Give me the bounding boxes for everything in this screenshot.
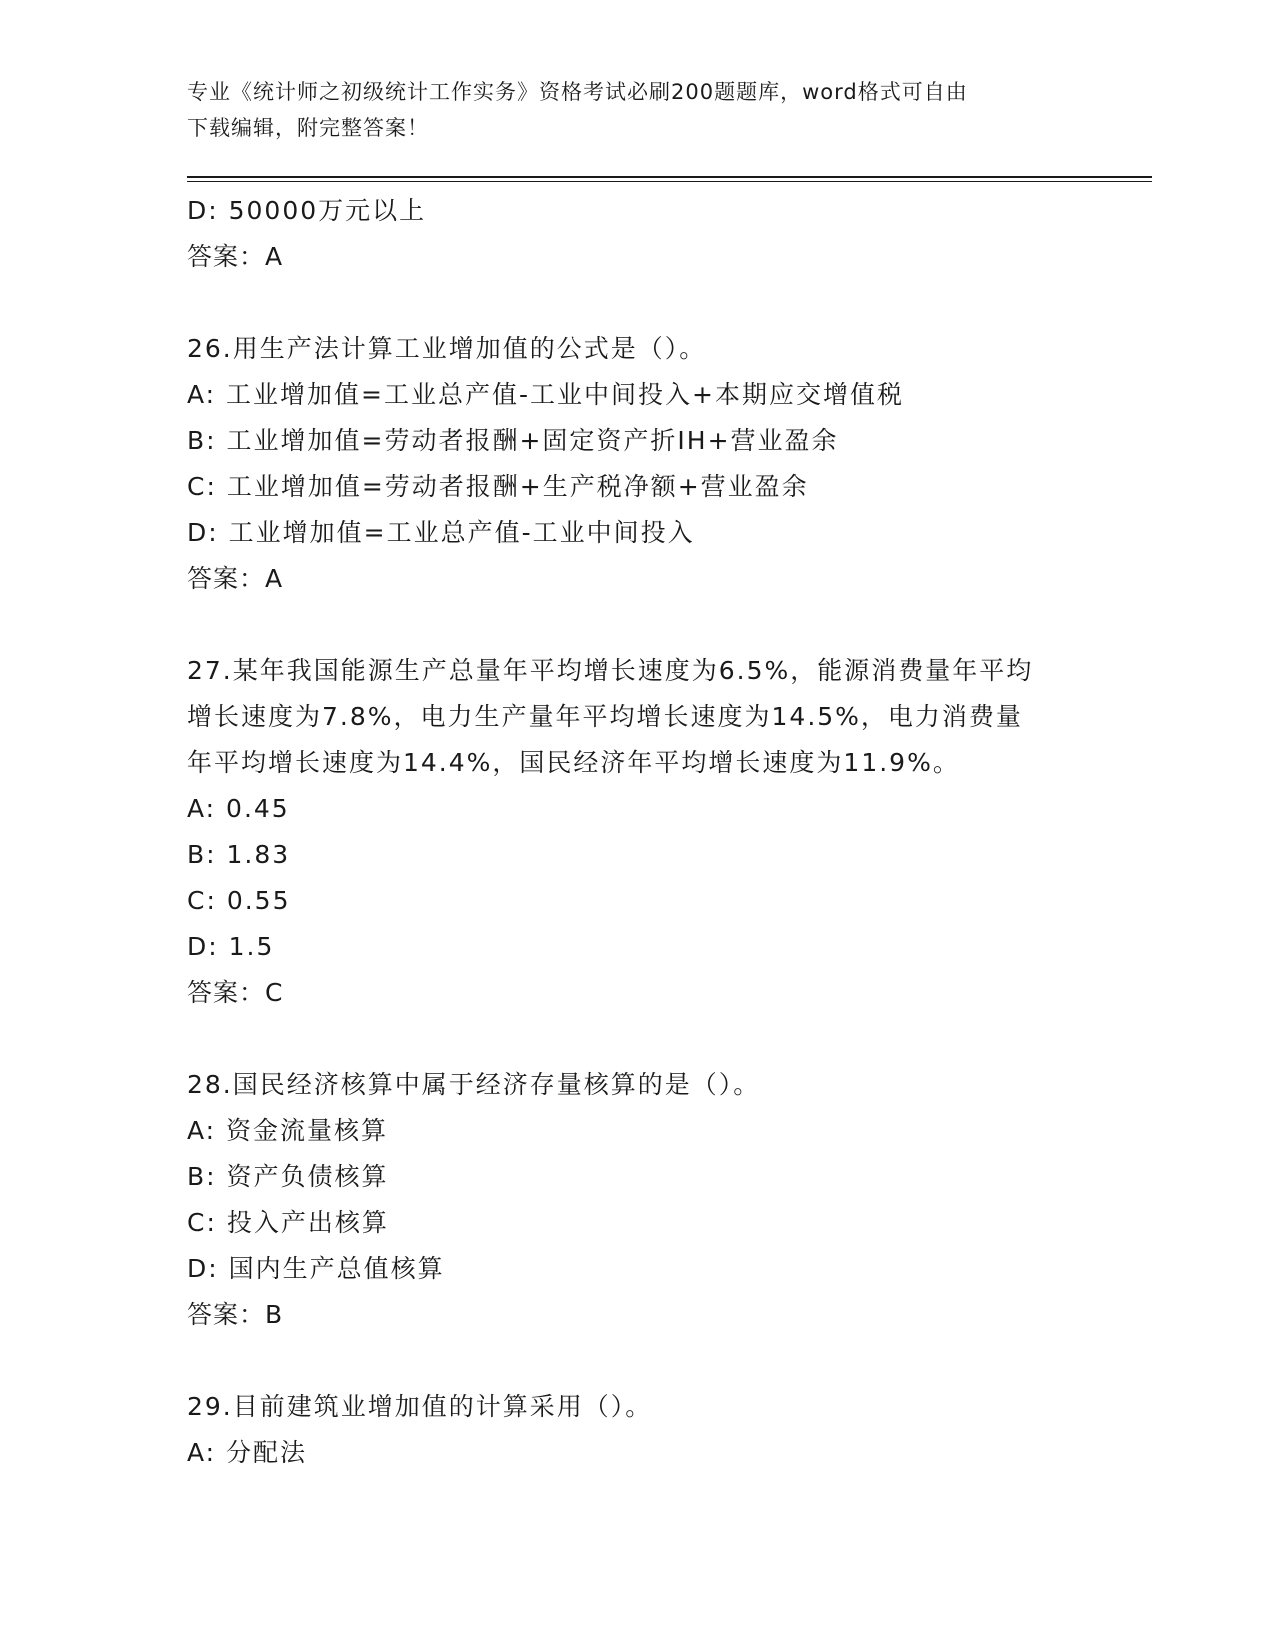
option-a: A: 0.45: [187, 794, 290, 823]
option-b: B: 资产负债核算: [187, 1162, 389, 1191]
spacer: [187, 602, 1127, 648]
question-list: [187, 188, 1127, 1476]
option-a: A: 工业增加值=工业总产值-工业中间投入+本期应交增值税: [187, 380, 904, 409]
answer-line: 答案：B: [187, 1300, 284, 1329]
header-line-2: 下载编辑，附完整答案！: [187, 116, 429, 140]
header-divider: [187, 176, 1152, 178]
option-d: D: 工业增加值=工业总产值-工业中间投入: [187, 518, 695, 547]
option-a: A: 资金流量核算: [187, 1116, 389, 1145]
document-header: [187, 74, 1087, 146]
answer-line: 答案：A: [187, 242, 284, 271]
header-divider-thin: [187, 181, 1152, 182]
option-b: B: 工业增加值=劳动者报酬+固定资产折IH+营业盈余: [187, 426, 839, 455]
question-block-29: [187, 1384, 1127, 1476]
question-block-25: [187, 188, 1127, 280]
answer-line: 答案：A: [187, 564, 284, 593]
option-d: D: 50000万元以上: [187, 196, 427, 225]
question-text-line-1: 27.某年我国能源生产总量年平均增长速度为6.5%，能源消费量年平均: [187, 656, 1034, 685]
option-c: C: 0.55: [187, 886, 291, 915]
question-text-line-3: 年平均增长速度为14.4%，国民经济年平均增长速度为11.9%。: [187, 748, 960, 777]
option-b: B: 1.83: [187, 840, 291, 869]
question-text: 29.目前建筑业增加值的计算采用（）。: [187, 1392, 653, 1421]
option-c: C: 投入产出核算: [187, 1208, 389, 1237]
header-line-1: 专业《统计师之初级统计工作实务》资格考试必刷200题题库，word格式可自由: [187, 80, 968, 104]
option-c: C: 工业增加值=劳动者报酬+生产税净额+营业盈余: [187, 472, 809, 501]
option-a: A: 分配法: [187, 1438, 308, 1467]
option-d: D: 1.5: [187, 932, 275, 961]
question-block-28: [187, 1062, 1127, 1338]
spacer: [187, 1338, 1127, 1384]
spacer: [187, 1016, 1127, 1062]
question-text: 28.国民经济核算中属于经济存量核算的是（）。: [187, 1070, 761, 1099]
option-d: D: 国内生产总值核算: [187, 1254, 445, 1283]
question-text-line-2: 增长速度为7.8%，电力生产量年平均增长速度为14.5%，电力消费量: [187, 702, 1023, 731]
answer-line: 答案：C: [187, 978, 284, 1007]
spacer: [187, 280, 1127, 326]
question-block-26: [187, 326, 1127, 602]
question-block-27: [187, 648, 1127, 1016]
question-text: 26.用生产法计算工业增加值的公式是（）。: [187, 334, 707, 363]
